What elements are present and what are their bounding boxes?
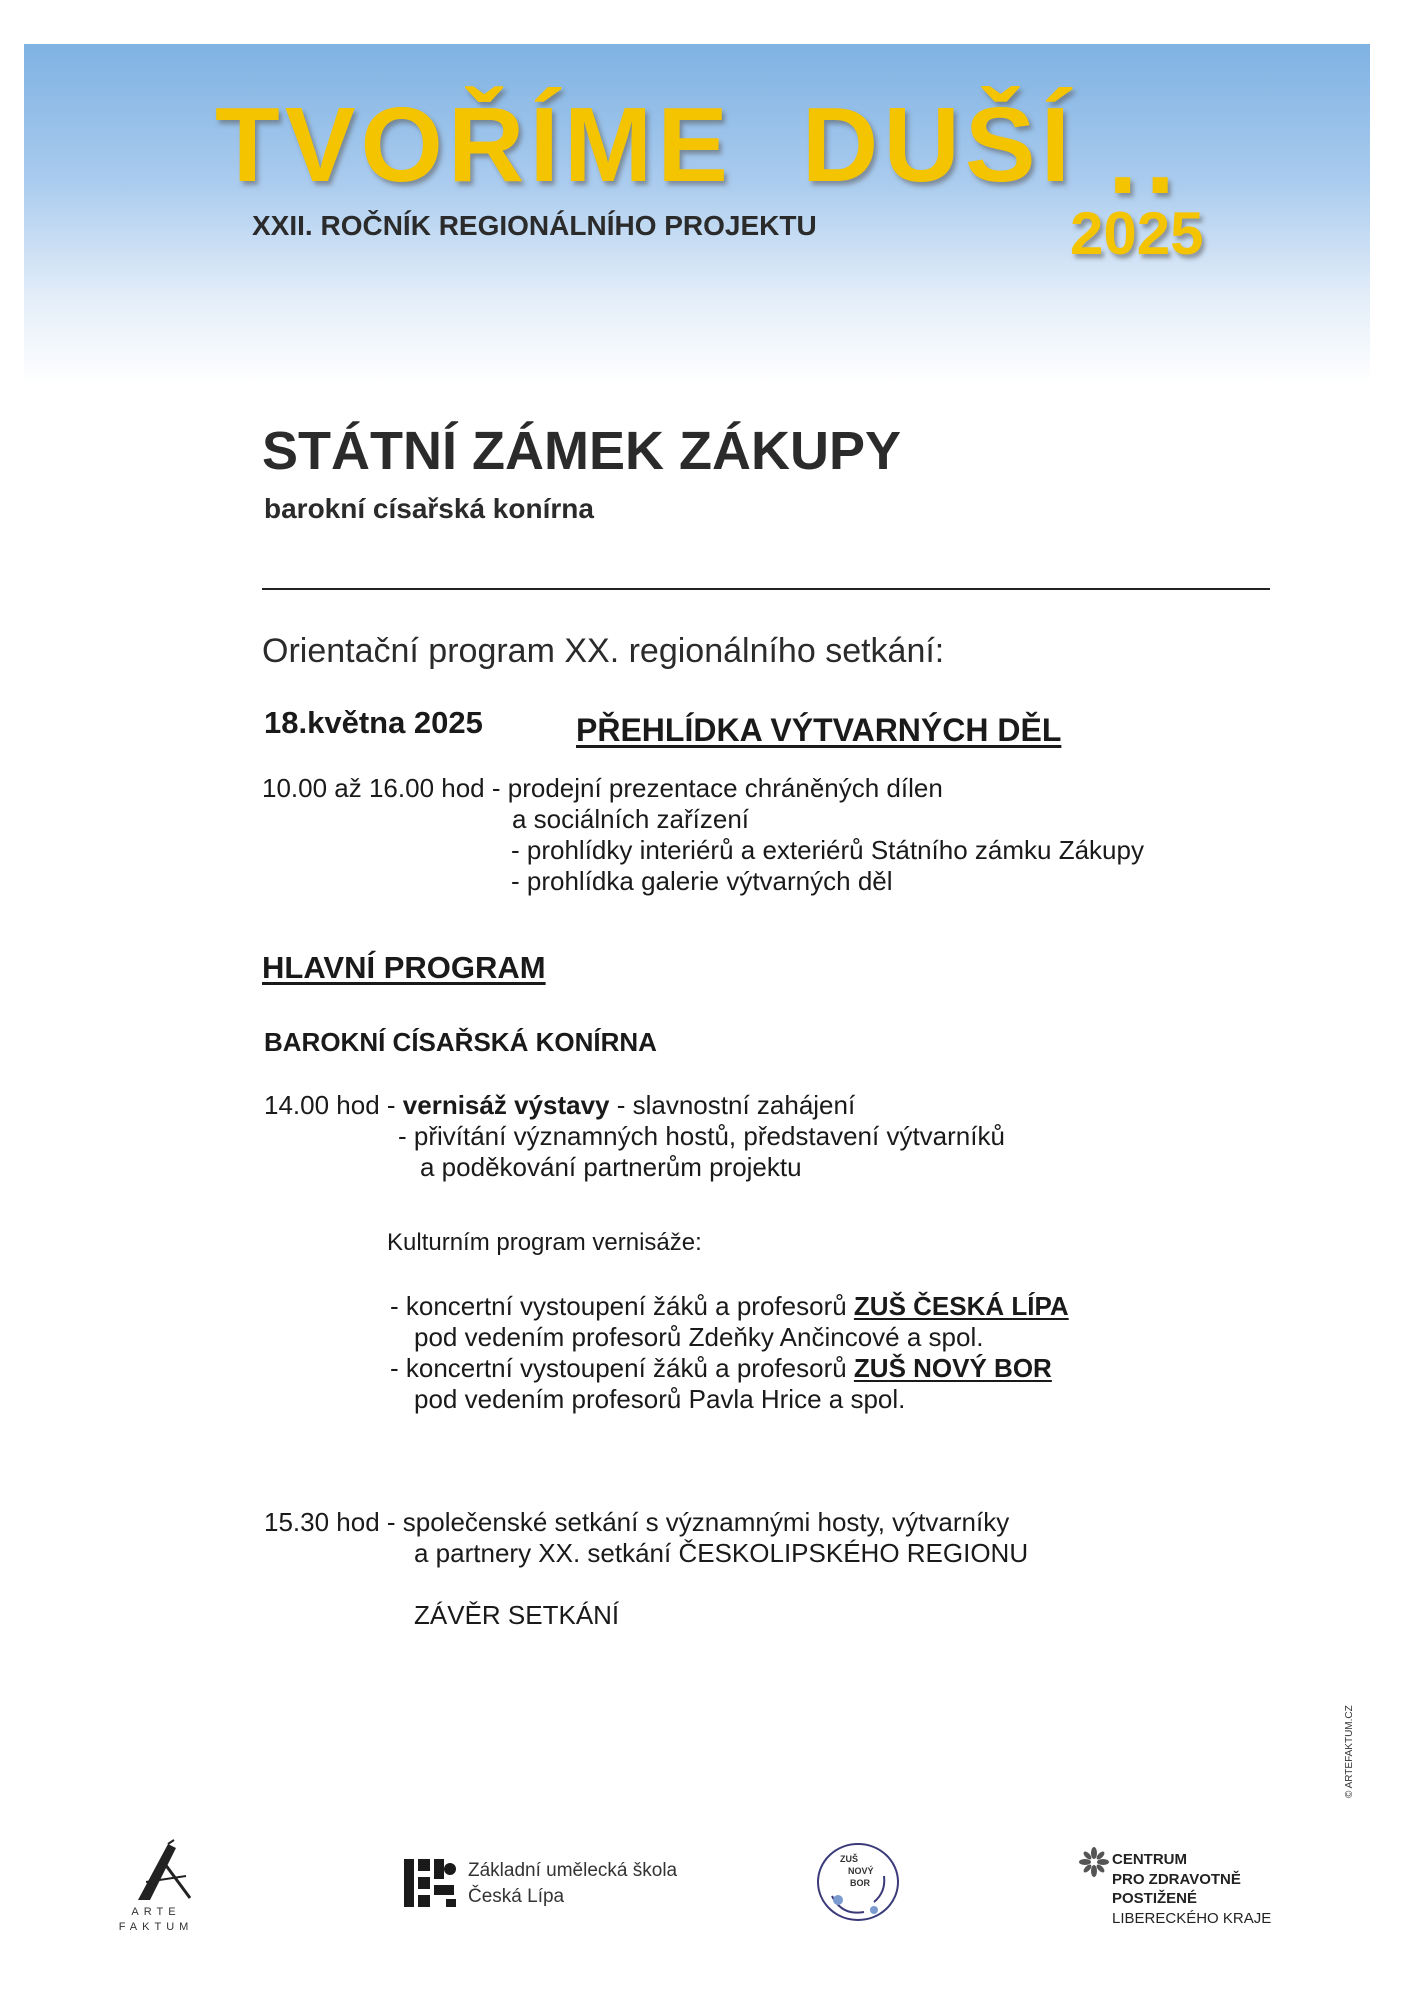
zus-novy-bor-line: NOVÝ [848,1866,874,1876]
program-heading: Orientační program XX. regionálního setkání: [262,632,945,670]
zus-novy-bor-line: BOR [850,1878,870,1888]
zus-ceska-lipa-label [468,1858,677,1909]
artefaktum-label [96,1905,216,1936]
school-name: ZUŠ ČESKÁ LÍPA [853,1291,1069,1321]
artefaktum-line: FAKTUM [118,1921,194,1934]
culture-label: Kulturním program vernisáže: [387,1229,702,1256]
social-line: 15.30 hod - společenské setkání s významnými hosty, výtvarníky [264,1507,1010,1537]
venue-subtitle: barokní císařská konírna [264,493,594,524]
artefaktum-logo-icon [128,1838,198,1906]
schedule-line: - prohlídky interiérů a exteriérů Státního zámku Zákupy [511,835,1144,865]
culture-item-text: - koncertní vystoupení žáků a profesorů [390,1353,854,1383]
divider-line [262,588,1270,590]
zus-novy-bor-line: ZUŠ [840,1854,858,1864]
opening-line: - přivítání významných hostů, představení výtvarníků [398,1121,1005,1151]
zus-ceska-lipa-line: Základní umělecká škola [468,1860,678,1881]
banner-title: TVOŘÍME DUŠÍ [215,86,1076,204]
schedule-line: a sociálních zařízení [512,804,750,834]
centrum-line: PRO ZDRAVOTNĚ [1112,1870,1241,1888]
culture-item-leader: pod vedením profesorů Zdeňky Ančincové a spol. [414,1322,984,1352]
culture-item-leader: pod vedením profesorů Pavla Hrice a spol. [414,1384,906,1414]
flower-icon [1078,1846,1110,1878]
section-heading: BAROKNÍ CÍSAŘSKÁ KONÍRNA [264,1027,657,1057]
main-program-heading: HLAVNÍ PROGRAM [262,950,546,985]
opening-rest: - slavnostní zahájení [609,1090,856,1120]
copyright: © ARTEFAKTUM.CZ [1344,1705,1355,1798]
opening-highlight: vernisáž výstavy [402,1090,610,1120]
culture-item-text: - koncertní vystoupení žáků a profesorů [390,1291,854,1321]
culture-item [390,1292,1069,1322]
schedule-line: - prohlídka galerie výtvarných děl [511,866,893,896]
opening-line [264,1091,855,1121]
centrum-line: CENTRUM [1112,1851,1187,1868]
culture-item [390,1354,1052,1384]
centrum-line: POSTIŽENÉ [1112,1890,1198,1907]
zus-ceska-lipa-line: Česká Lípa [468,1885,565,1907]
schedule-line: 10.00 až 16.00 hod - prodejní prezentace chráněných dílen [262,773,943,803]
banner-subtitle: XXII. ROČNÍK REGIONÁLNÍHO PROJEKTU [252,210,817,241]
opening-time: 14.00 hod - [264,1090,403,1120]
artefaktum-line: ARTE [131,1906,181,1918]
venue-title: STÁTNÍ ZÁMEK ZÁKUPY [262,421,901,481]
school-name: ZUŠ NOVÝ BOR [853,1353,1052,1383]
centrum-label [1112,1850,1271,1928]
zus-novy-bor-logo-icon [812,1836,904,1926]
event-date: 18.května 2025 [264,705,483,740]
opening-line: a poděkování partnerům projektu [420,1152,802,1182]
banner-dots: .. [1108,98,1183,216]
showcase-heading: PŘEHLÍDKA VÝTVARNÝCH DĚL [576,712,1062,748]
closing-text: ZÁVĚR SETKÁNÍ [414,1600,620,1630]
centrum-line: LIBERECKÉHO KRAJE [1112,1909,1272,1927]
social-line: a partnery XX. setkání ČESKOLIPSKÉHO REGIONU [414,1538,1029,1568]
zus-ceska-lipa-logo-icon [402,1855,458,1911]
banner-year: 2025 [1070,200,1204,267]
